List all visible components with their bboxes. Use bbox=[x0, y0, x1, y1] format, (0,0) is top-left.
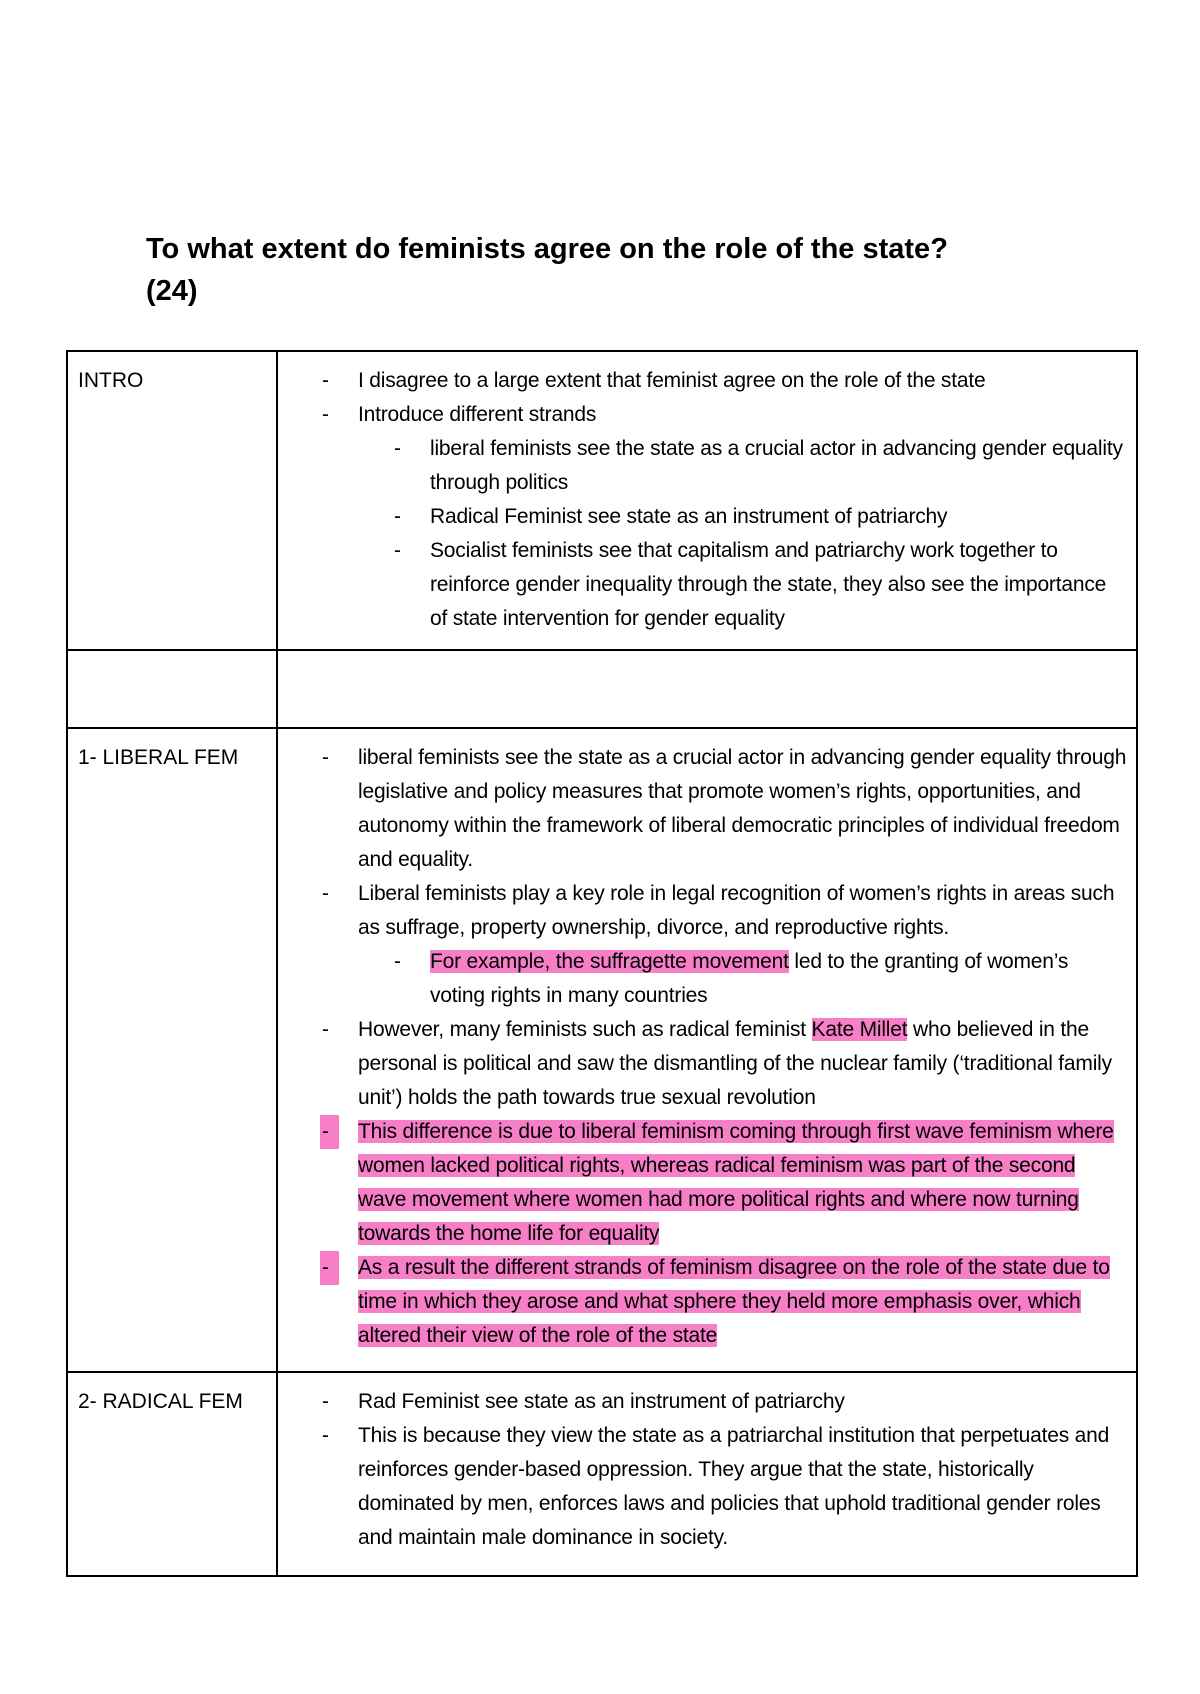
bullet-list bbox=[322, 364, 1128, 432]
document-title bbox=[146, 228, 1106, 312]
list-item: - liberal feminists see the state as a crucial actor in advancing gender equality through legislative and policy measures that promote women’s rights, opportunities, and autonomy within the framework of liberal democratic principles of individual freedom and equality. bbox=[322, 741, 1128, 877]
sub-list-item bbox=[394, 945, 1128, 1013]
highlighted-list-item bbox=[322, 1251, 1128, 1353]
row-label-empty bbox=[67, 650, 277, 728]
row-content-radical-fem bbox=[277, 1372, 1137, 1576]
row-label-intro: INTRO bbox=[67, 351, 277, 650]
list-item bbox=[322, 1013, 1128, 1115]
list-item: - This is because they view the state as a patriarchal institution that perpetuates and reinforces gender-based oppression. They argue that the state, historically dominated by men, enforces laws and policies that uphold traditional gender roles and maintain male dominance in society. bbox=[322, 1419, 1128, 1555]
bullet-list bbox=[322, 1385, 1128, 1555]
sub-list-item: - Socialist feminists see that capitalism and patriarchy work together to reinforce gender inequality through the state, they also see the importance of state intervention for gender equality bbox=[394, 534, 1128, 636]
title-line-1: To what extent do feminists agree on the role of the state? bbox=[146, 233, 948, 265]
row-content-liberal-fem bbox=[277, 728, 1137, 1372]
row-content-empty bbox=[277, 650, 1137, 728]
highlighted-text: As a result the different strands of feminism disagree on the role of the state due to time in which they arose and what sphere they held more emphasis over, which altered their view of the role of the state bbox=[358, 1256, 1110, 1347]
highlighted-list-item bbox=[322, 1115, 1128, 1251]
sub-list-item: - liberal feminists see the state as a crucial actor in advancing gender equality through politics bbox=[394, 432, 1128, 500]
table-row-liberal-fem bbox=[67, 728, 1137, 1372]
list-item: - Introduce different strands bbox=[322, 398, 1128, 432]
plain-text: who believed in the personal is political and saw the dismantling of the nuclear family (‘traditional family unit’) holds the path towards true sexual revolution bbox=[358, 1018, 1112, 1109]
title-line-2: (24) bbox=[146, 275, 198, 307]
bullet-list bbox=[322, 741, 1128, 945]
highlighted-text: This difference is due to liberal feminism coming through first wave feminism where women lacked political rights, whereas radical feminism was part of the second wave movement where women had more political rights and where now turning towards the home life for equality bbox=[358, 1120, 1114, 1245]
highlighted-text: For example, the suffragette movement bbox=[430, 950, 789, 973]
plain-text: However, many feminists such as radical feminist bbox=[358, 1018, 812, 1041]
row-label-liberal-fem: 1- LIBERAL FEM bbox=[67, 728, 277, 1372]
row-content-intro bbox=[277, 351, 1137, 650]
row-label-radical-fem: 2- RADICAL FEM bbox=[67, 1372, 277, 1576]
sub-bullet-list bbox=[322, 945, 1128, 1013]
bullet-list bbox=[322, 1013, 1128, 1353]
sub-bullet-list bbox=[322, 432, 1128, 636]
table-row-empty bbox=[67, 650, 1137, 728]
table-row-intro bbox=[67, 351, 1137, 650]
list-item: - Liberal feminists play a key role in legal recognition of women’s rights in areas such as suffrage, property ownership, divorce, and reproductive rights. bbox=[322, 877, 1128, 945]
essay-plan-table bbox=[66, 350, 1138, 1577]
sub-list-item: - Radical Feminist see state as an instrument of patriarchy bbox=[394, 500, 1128, 534]
list-item: - I disagree to a large extent that feminist agree on the role of the state bbox=[322, 364, 1128, 398]
highlighted-name: Kate Millet bbox=[811, 1018, 908, 1041]
table-row-radical-fem bbox=[67, 1372, 1137, 1576]
list-item: - Rad Feminist see state as an instrument of patriarchy bbox=[322, 1385, 1128, 1419]
plain-text: led to the granting of women’s voting rights in many countries bbox=[430, 950, 1069, 1007]
